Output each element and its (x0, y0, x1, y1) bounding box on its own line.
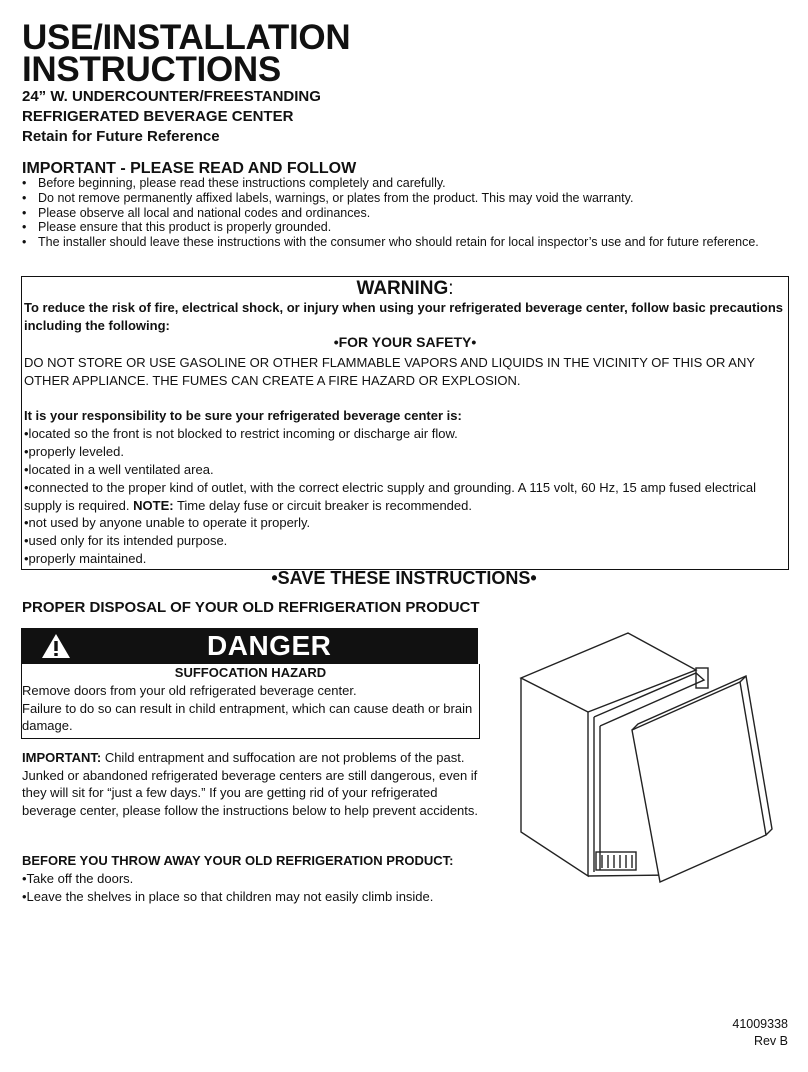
list-item: • The installer should leave these instructions with the consumer who should retain for local inspector’s use and for future reference. (22, 235, 759, 250)
safety-title: •FOR YOUR SAFETY• (333, 334, 477, 350)
list-item: • Do not remove permanently affixed labels, warnings, or plates from the product. This may void the warranty. (22, 190, 634, 205)
warning-box (21, 276, 789, 570)
hazard-text: Remove doors from your old refrigerated beverage center. Failure to do so can result in child entrapment, which can cause death or brain damage. (22, 683, 473, 733)
important-heading: IMPORTANT - PLEASE READ AND FOLLOW (22, 160, 357, 177)
list-item: •not used by anyone unable to operate it properly. (24, 515, 311, 530)
list-item-outlet: •connected to the proper kind of outlet, with the correct electric supply and grounding. A 115 volt, 60 Hz, 15 amp fused electrical supply is required. NOTE: Time delay fuse or circuit breaker is recommended. (24, 480, 757, 513)
list-item: • Please observe all local and national codes and ordinances. (22, 205, 371, 220)
beverage-center-illustration (508, 620, 778, 900)
title-line-2: INSTRUCTIONS (22, 50, 281, 89)
title-line-1: USE/INSTALLATION (22, 18, 351, 57)
list-item: •Take off the doors. (22, 871, 134, 886)
save-instructions-title: •SAVE THESE INSTRUCTIONS• (271, 568, 537, 588)
warning-title: WARNING: (356, 278, 454, 299)
hazard-title: SUFFOCATION HAZARD (174, 665, 327, 680)
subtitle-line-1: 24” W. UNDERCOUNTER/FREESTANDING (22, 88, 321, 105)
warning-triangle-icon (41, 633, 71, 659)
list-item: •properly leveled. (24, 444, 124, 459)
list-item: •located so the front is not blocked to restrict incoming or discharge air flow. (24, 426, 458, 441)
revision-label: Rev B (753, 1034, 788, 1048)
important-paragraph: IMPORTANT: Child entrapment and suffocation are not problems of the past. Junked or abandoned refrigerated beverage centers are still dangerous, even if they will sit for “just a few days.” If you are getting rid of your refrigerated beverage center, please follow the instructions below to help prevent accidents. (22, 750, 478, 818)
danger-body (21, 664, 480, 739)
before-heading: BEFORE YOU THROW AWAY YOUR OLD REFRIGERATION PRODUCT: (22, 853, 454, 868)
list-item: •located in a well ventilated area. (24, 462, 214, 477)
list-item: •used only for its intended purpose. (24, 533, 228, 548)
danger-label: DANGER (207, 630, 332, 661)
list-item: • Please ensure that this product is properly grounded. (22, 220, 332, 235)
list-item: •properly maintained. (24, 551, 147, 566)
document-number: 41009338 (732, 1017, 788, 1031)
list-item: • Before beginning, please read these instructions completely and carefully. (22, 176, 446, 190)
list-item: •Leave the shelves in place so that children may not easily climb inside. (22, 889, 434, 904)
document-title (22, 18, 351, 89)
warning-intro: To reduce the risk of fire, electrical shock, or injury when using your refrigerated beverage center, follow basic precautions including the following: (24, 300, 784, 333)
important-bullet-list (22, 176, 792, 250)
disposal-heading: PROPER DISPOSAL OF YOUR OLD REFRIGERATION PRODUCT (22, 599, 480, 616)
subtitle-line-3: Retain for Future Reference (22, 128, 220, 145)
safety-text: DO NOT STORE OR USE GASOLINE OR OTHER FLAMMABLE VAPORS AND LIQUIDS IN THE VICINITY OF THIS OR ANY OTHER APPLIANCE. THE FUMES CAN CREATE A FIRE HAZARD OR EXPLOSION. (24, 355, 755, 388)
danger-banner (21, 628, 478, 664)
subtitle-line-2: REFRIGERATED BEVERAGE CENTER (22, 108, 294, 125)
responsibility-heading: It is your responsibility to be sure your refrigerated beverage center is: (24, 408, 462, 423)
